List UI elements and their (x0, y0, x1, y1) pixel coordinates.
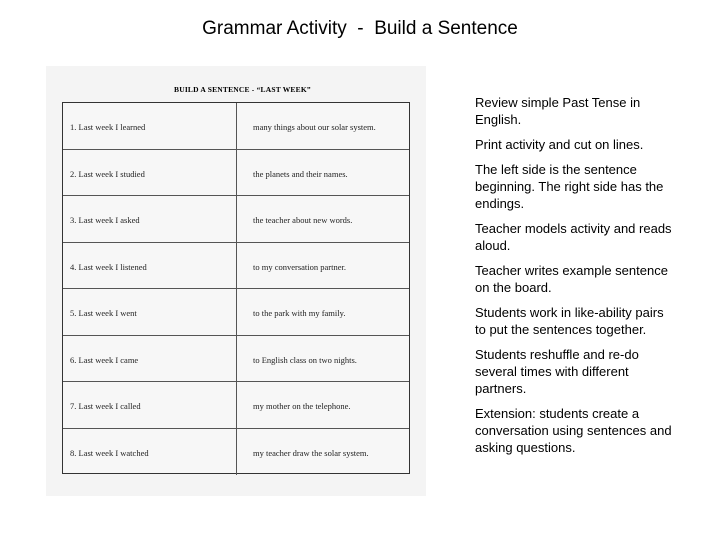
column-divider (236, 196, 237, 242)
table-row (63, 336, 409, 383)
column-divider (236, 243, 237, 289)
note-paragraph: Review simple Past Tense in English. (475, 95, 641, 127)
table-row (63, 103, 409, 150)
sentence-beginning: 5. Last week I went (70, 308, 137, 318)
note-paragraph: Teacher writes example sentence on the board. (475, 263, 668, 295)
note-paragraph: Extension: students create a conversation using sentences and asking questions. (475, 406, 672, 455)
column-divider (236, 150, 237, 196)
sentence-beginning: 8. Last week I watched (70, 447, 149, 458)
sentence-ending: to English class on two nights. (253, 354, 357, 365)
sentence-beginning: 4. Last week I listened (70, 261, 147, 272)
column-divider (236, 429, 237, 476)
sentence-ending: to my conversation partner. (253, 261, 347, 272)
sentence-beginning: 6. Last week I came (70, 354, 139, 365)
table-row (63, 196, 409, 243)
table-row (63, 382, 409, 429)
table-row (63, 150, 409, 197)
column-divider (236, 289, 237, 335)
instruction-notes (475, 94, 675, 464)
worksheet-image (46, 66, 426, 496)
note-paragraph: The left side is the sentence beginning. The right side has the endings. (475, 162, 664, 211)
sentence-ending: to the park with my family. (253, 308, 346, 318)
sentence-beginning: 2. Last week I studied (70, 168, 145, 179)
note-paragraph: Print activity and cut on lines. (475, 137, 644, 152)
sentence-beginning: 1. Last week I learned (70, 122, 146, 132)
table-row (63, 429, 409, 476)
sentence-ending: my teacher draw the solar system. (253, 447, 369, 458)
column-divider (236, 336, 237, 382)
column-divider (236, 103, 237, 149)
table-row (63, 243, 409, 290)
sentence-ending: the planets and their names. (253, 168, 348, 179)
note-paragraph: Students work in like-ability pairs to put the sentences together. (475, 305, 664, 337)
slide-title: Grammar Activity - Build a Sentence (202, 18, 518, 39)
table-row (63, 289, 409, 336)
sentence-table (62, 102, 410, 474)
worksheet-heading: BUILD A SENTENCE - “LAST WEEK” (174, 85, 311, 94)
column-divider (236, 382, 237, 428)
note-paragraph: Teacher models activity and reads aloud. (475, 221, 672, 253)
sentence-ending: many things about our solar system. (253, 122, 376, 132)
sentence-ending: my mother on the telephone. (253, 401, 351, 411)
sentence-beginning: 7. Last week I called (70, 401, 141, 411)
sentence-beginning: 3. Last week I asked (70, 215, 140, 225)
note-paragraph: Students reshuffle and re-do several times with different partners. (475, 347, 639, 396)
sentence-ending: the teacher about new words. (253, 215, 353, 225)
